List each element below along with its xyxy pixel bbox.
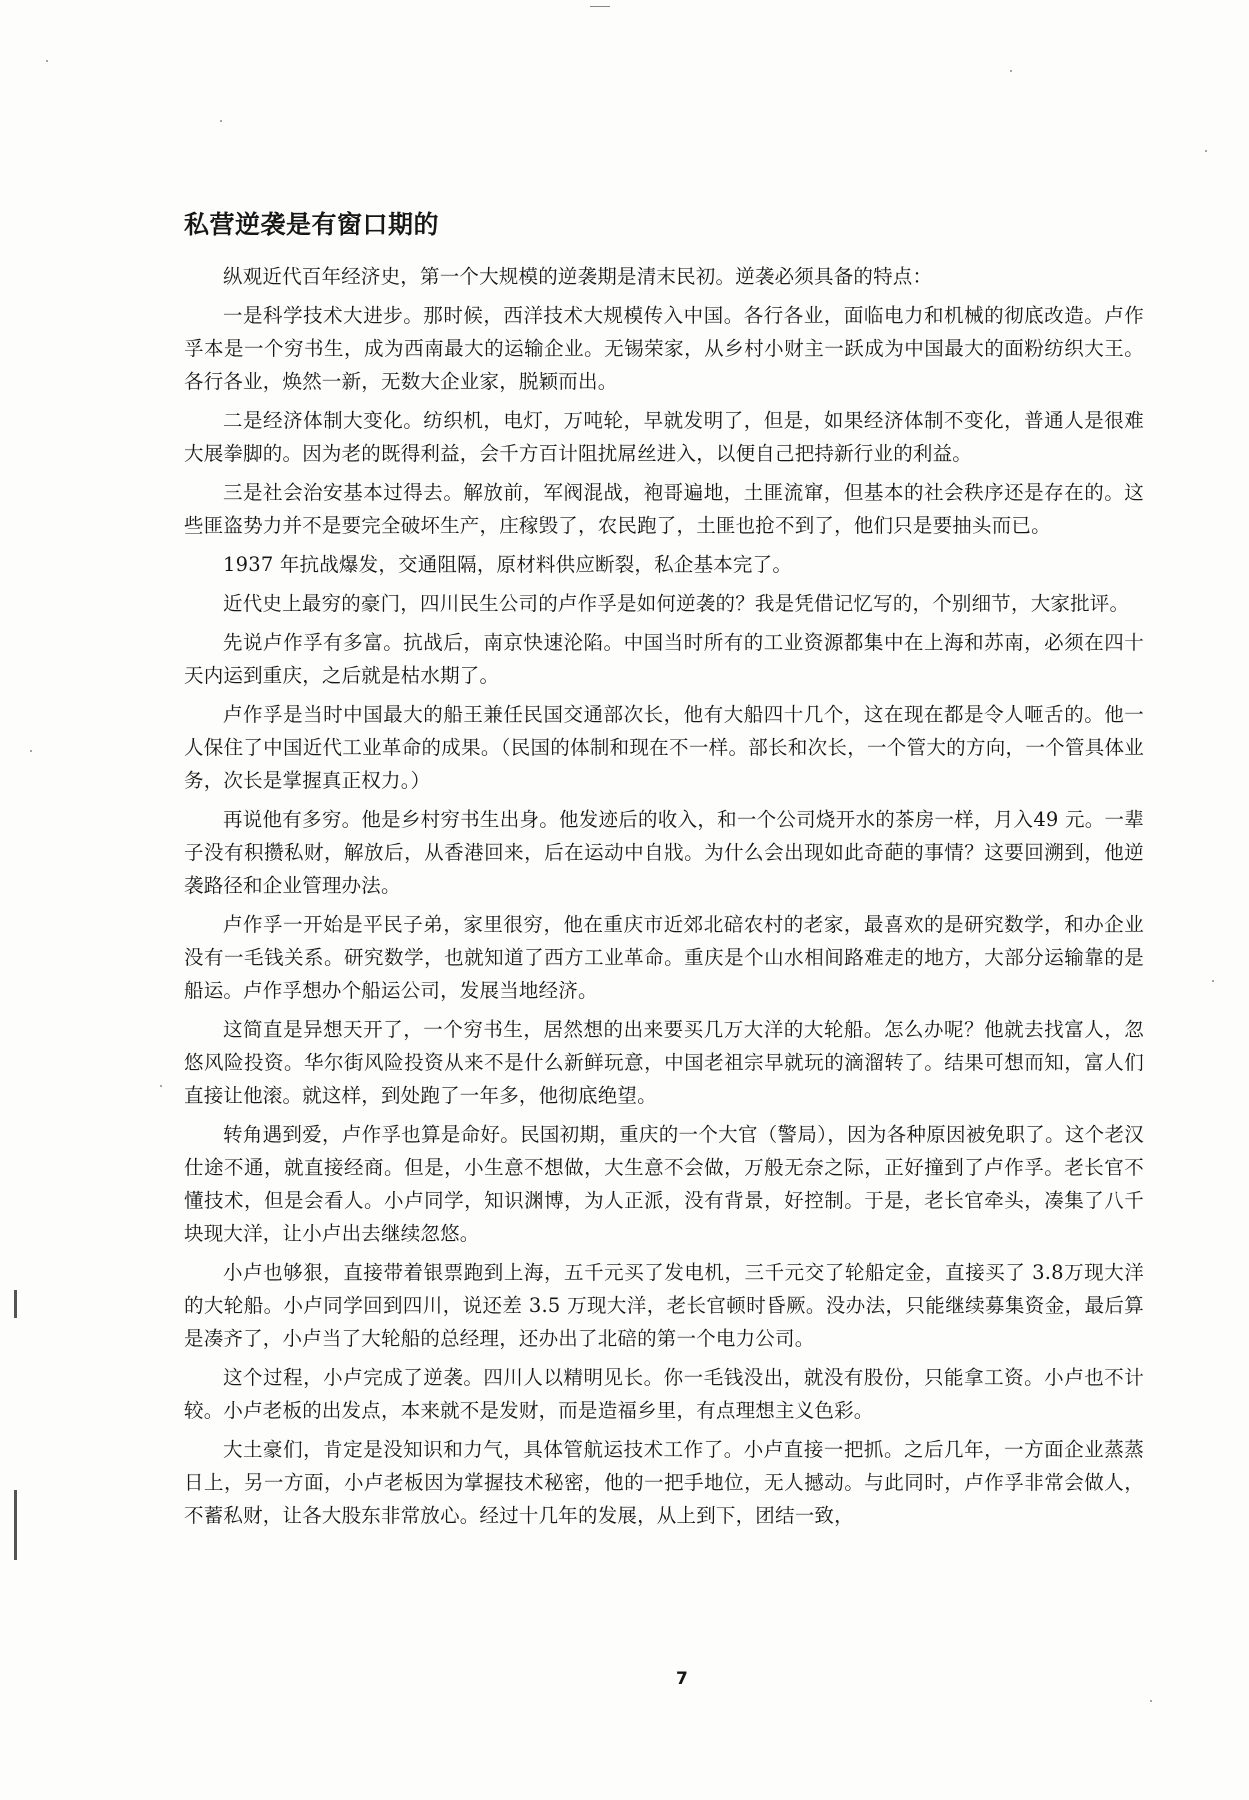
paragraph: 二是经济体制大变化。纺织机，电灯，万吨轮，早就发明了，但是，如果经济体制不变化，普通人是很难大展拳脚的。因为老的既得利益，会千方百计阻扰屌丝进入，以便自己把持新行业的利益。 [184,409,1144,465]
paragraph: 大土豪们，肯定是没知识和力气，具体管航运技术工作了。小卢直接一把抓。之后几年，一方面企业蒸蒸日上，另一方面，小卢老板因为掌握技术秘密，他的一把手地位，无人撼动。与此同时，卢作孚非常会做人，不蓄私财，让各大股东非常放心。经过十几年的发展，从上到下，团结一致， [184,1438,1144,1527]
paragraph: 1937 年抗战爆发，交通阻隔，原材料供应断裂，私企基本完了。 [223,553,793,576]
scan-speck [1150,1700,1152,1702]
document-title: 私营逆袭是有窗口期的 [184,210,440,239]
paragraph: 这个过程，小卢完成了逆袭。四川人以精明见长。你一毛钱没出，就没有股份，只能拿工资。小卢也不计较。小卢老板的出发点，本来就不是发财，而是造福乡里，有点理想主义色彩。 [184,1366,1144,1422]
scan-speck [160,1085,162,1087]
document-body [184,208,1144,1538]
scan-speck [220,120,222,122]
paragraph: 纵观近代百年经济史，第一个大规模的逆袭期是清末民初。逆袭必须具备的特点： [223,265,933,288]
scan-edge-mark [14,1490,17,1560]
paragraph: 一是科学技术大进步。那时候，西洋技术大规模传入中国。各行各业，面临电力和机械的彻底改造。卢作孚本是一个穷书生，成为西南最大的运输企业。无锡荣家，从乡村小财主一跃成为中国最大的面粉纺织大王。各行各业，焕然一新，无数大企业家，脱颖而出。 [184,304,1144,393]
paragraph: 转角遇到爱，卢作孚也算是命好。民国初期，重庆的一个大官（警局），因为各种原因被免职了。这个老汉仕途不通，就直接经商。但是，小生意不想做，大生意不会做，万般无奈之际，正好撞到了卢作孚。老长官不懂技术，但是会看人。小卢同学，知识渊博，为人正派，没有背景，好控制。于是，老长官牵头，凑集了八千块现大洋，让小卢出去继续忽悠。 [184,1123,1144,1245]
page-number: 7 [676,1669,688,1689]
paragraph: 再说他有多穷。他是乡村穷书生出身。他发迹后的收入，和一个公司烧开水的茶房一样，月入49 元。一辈子没有积攒私财，解放后，从香港回来，后在运动中自戕。为什么会出现如此奇葩的事情？这要回溯到，他逆袭路径和企业管理办法。 [184,808,1144,897]
paragraph: 卢作孚一开始是平民子弟，家里很穷，他在重庆市近郊北碚农村的老家，最喜欢的是研究数学，和办企业没有一毛钱关系。研究数学，也就知道了西方工业革命。重庆是个山水相间路难走的地方，大部分运输靠的是船运。卢作孚想办个船运公司，发展当地经济。 [184,913,1144,1002]
scan-speck [590,6,610,7]
scan-speck [46,60,48,62]
paragraph: 这简直是异想天开了，一个穷书生，居然想的出来要买几万大洋的大轮船。怎么办呢？他就去找富人，忽悠风险投资。华尔街风险投资从来不是什么新鲜玩意，中国老祖宗早就玩的滴溜转了。结果可想而知，富人们直接让他滚。就这样，到处跑了一年多，他彻底绝望。 [184,1018,1144,1107]
paragraph: 先说卢作孚有多富。抗战后，南京快速沦陷。中国当时所有的工业资源都集中在上海和苏南，必须在四十天内运到重庆，之后就是枯水期了。 [184,631,1144,687]
scan-speck [1010,70,1012,72]
scan-speck [30,750,32,752]
paragraph: 卢作孚是当时中国最大的船王兼任民国交通部次长，他有大船四十几个，这在现在都是令人咂舌的。他一人保住了中国近代工业革命的成果。（民国的体制和现在不一样。部长和次长，一个管大的方向，一个管具体业务，次长是掌握真正权力。） [184,703,1144,792]
paragraph: 近代史上最穷的豪门，四川民生公司的卢作孚是如何逆袭的？我是凭借记忆写的，个别细节，大家批评。 [223,592,1130,615]
scan-speck [1212,980,1214,982]
paragraph: 小卢也够狠，直接带着银票跑到上海，五千元买了发电机，三千元交了轮船定金，直接买了 3.8万现大洋的大轮船。小卢同学回到四川，说还差 3.5 万现大洋，老长官顿时昏厥。没办法，只能继续募集资金，最后算是凑齐了，小卢当了大轮船的总经理，还办出了北碚的第一个电力公司。 [184,1261,1144,1350]
scan-speck [1205,150,1207,152]
paragraph: 三是社会治安基本过得去。解放前，军阀混战，袍哥遍地，土匪流窜，但基本的社会秩序还是存在的。这些匪盗势力并不是要完全破坏生产，庄稼毁了，农民跑了，土匪也抢不到了，他们只是要抽头而已。 [184,481,1144,537]
scan-edge-mark [14,1290,17,1318]
